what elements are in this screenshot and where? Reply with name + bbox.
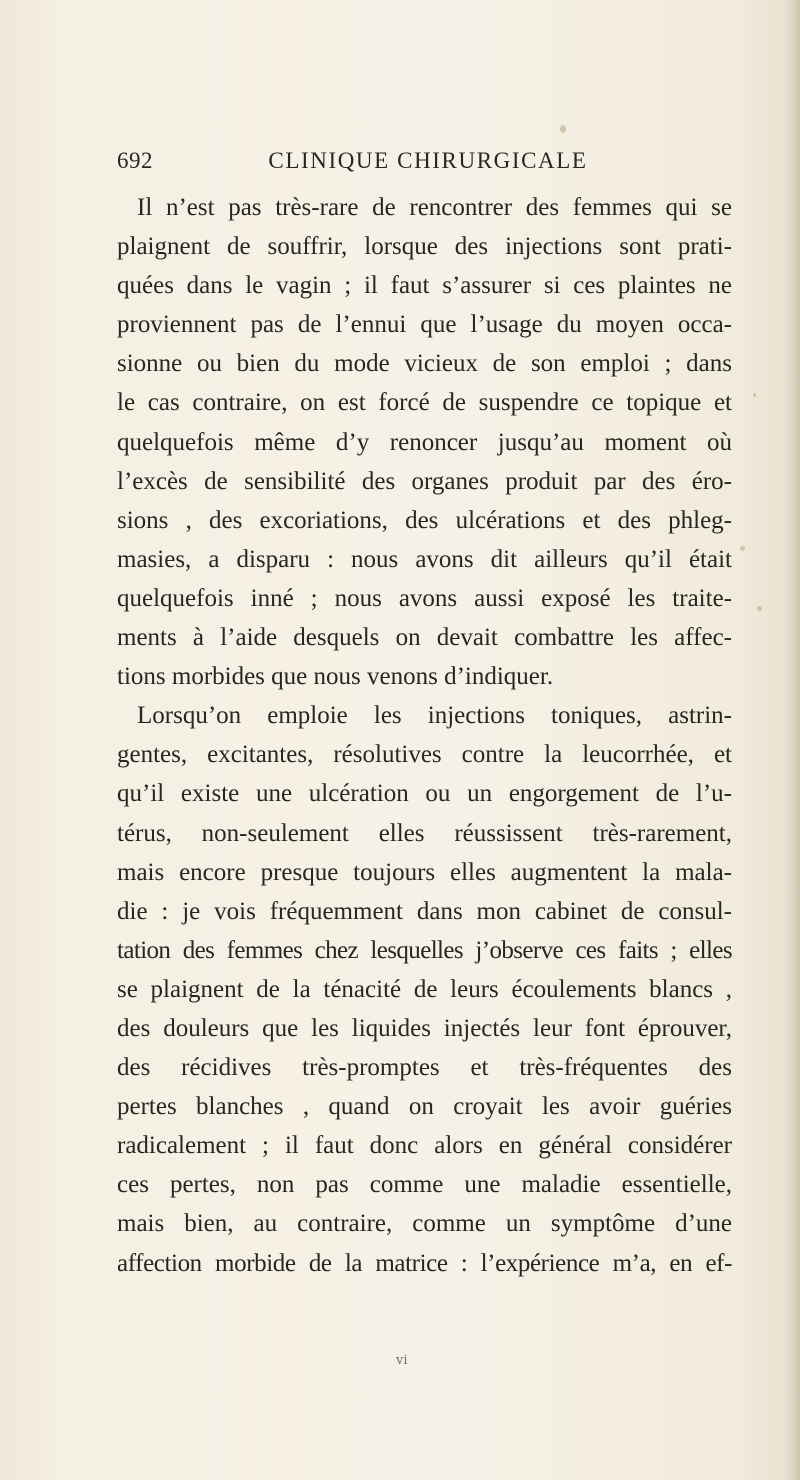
text-line: des récidives très-promptes et très-fréquentes des xyxy=(117,1054,732,1082)
text-line: die : je vois fréquemment dans mon cabinet de consul- xyxy=(117,897,732,925)
text-line: se plaignent de la ténacité de leurs écoulements blancs , xyxy=(117,975,732,1003)
text-line: ments à l’aide desquels on devait combattre les affec- xyxy=(117,624,732,652)
text-line: mais bien, au contraire, comme un symptôme d’une xyxy=(117,1210,732,1238)
paper-speck xyxy=(757,606,762,611)
page-header xyxy=(117,148,717,182)
text-line: tation des femmes chez lesquelles j’observe ces faits ; elles xyxy=(117,936,732,964)
text-line: térus, non-seulement elles réussissent très-rarement, xyxy=(117,819,732,847)
text-line: radicalement ; il faut donc alors en général considérer xyxy=(117,1132,732,1160)
text-line: gentes, excitantes, résolutives contre la leucorrhée, et xyxy=(117,741,732,769)
text-line: Lorsqu’on emploie les injections toniques, astrin- xyxy=(137,702,732,730)
text-line: mais encore presque toujours elles augmentent la mala- xyxy=(117,858,732,886)
text-line: sions , des excoriations, des ulcérations et des phleg- xyxy=(117,506,732,534)
paper-speck xyxy=(740,546,745,551)
text-line: pertes blanches , quand on croyait les avoir guéries xyxy=(117,1093,732,1121)
footer-mark: vi xyxy=(396,1353,408,1368)
paper-speck xyxy=(560,125,566,133)
text-line: quelquefois inné ; nous avons aussi exposé les traite- xyxy=(117,584,732,612)
text-line: affection morbide de la matrice : l’expérience m’a, en ef- xyxy=(117,1249,732,1277)
text-line: l’excès de sensibilité des organes produit par des éro- xyxy=(117,467,732,495)
text-line: le cas contraire, on est forcé de suspendre ce topique et xyxy=(117,389,732,417)
text-line: proviennent pas de l’ennui que l’usage du moyen occa- xyxy=(117,311,732,339)
text-line: quées dans le vagin ; il faut s’assurer si ces plaintes ne xyxy=(117,272,732,300)
text-line: Il n’est pas très-rare de rencontrer des femmes qui se xyxy=(137,194,732,221)
running-title: CLINIQUE CHIRURGICALE xyxy=(268,148,588,173)
body-text xyxy=(117,188,732,1283)
text-line: tions morbides que nous venons d’indiquer. xyxy=(117,663,554,691)
text-line: quelquefois même d’y renoncer jusqu’au moment où xyxy=(117,428,732,456)
text-line: masies, a disparu : nous avons dit ailleurs qu’il était xyxy=(117,545,732,573)
text-line: sionne ou bien du mode vicieux de son emploi ; dans xyxy=(117,350,732,378)
page-number: 692 xyxy=(117,148,153,173)
text-line: ces pertes, non pas comme une maladie essentielle, xyxy=(117,1171,732,1199)
paper-speck xyxy=(753,393,756,397)
text-line: plaignent de souffrir, lorsque des injections sont prati- xyxy=(117,233,732,261)
text-line: des douleurs que les liquides injectés leur font éprouver, xyxy=(117,1014,732,1042)
page-edge-shadow xyxy=(786,0,800,1480)
text-line: qu’il existe une ulcération ou un engorgement de l’u- xyxy=(117,780,732,808)
